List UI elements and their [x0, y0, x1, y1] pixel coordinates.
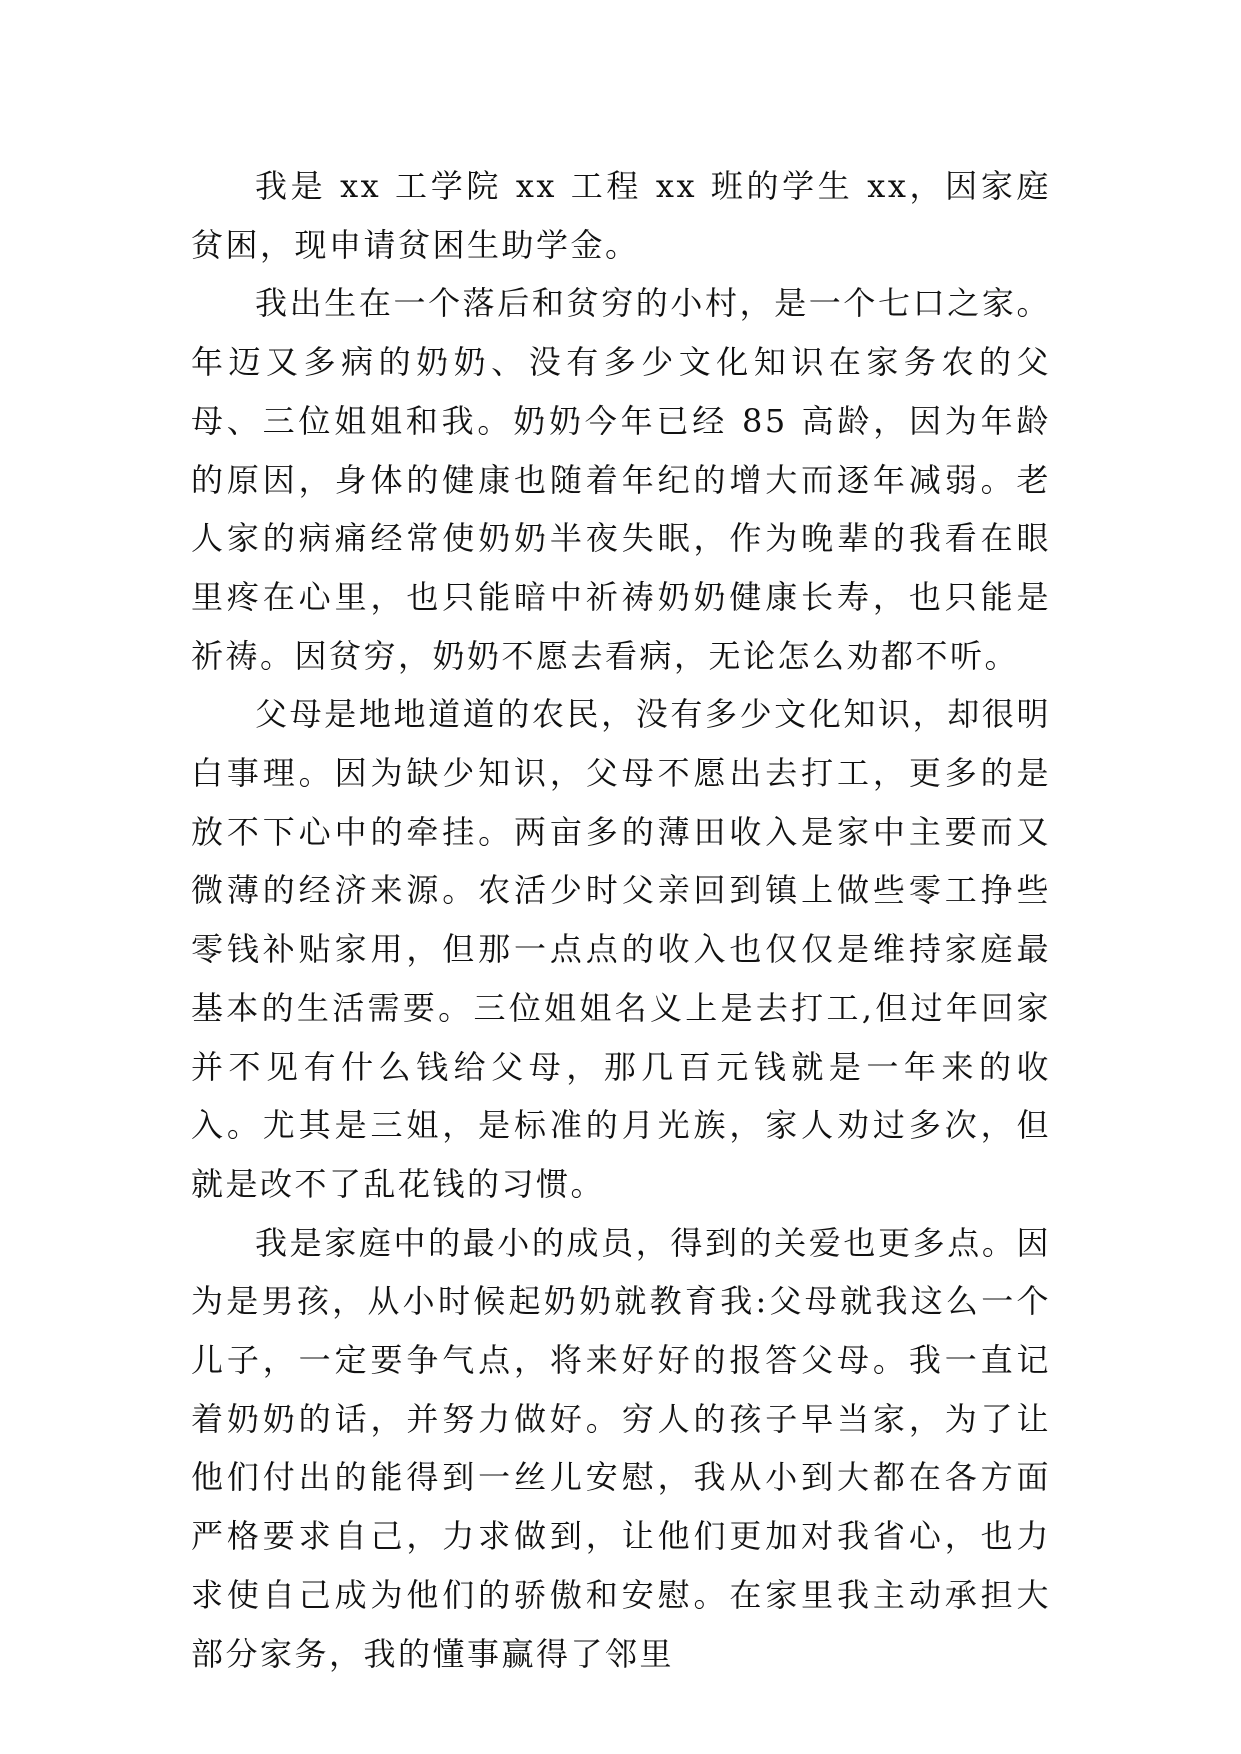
- paragraph-intro: 我是 xx 工学院 xx 工程 xx 班的学生 xx，因家庭贫困，现申请贫困生助学金。: [191, 167, 1051, 264]
- paragraph-self: 我是家庭中的最小的成员，得到的关爱也更多点。因为是男孩，从小时候起奶奶就教育我:父母就我这么一个儿子，一定要争气点，将来好好的报答父母。我一直记着奶奶的话，并努力做好。穷人的孩子早当家，为了让他们付出的能得到一丝儿安慰，我从小到大都在各方面严格要求自己，力求做到，让他们更加对我省心，也力求使自己成为他们的骄傲和安慰。在家里我主动承担大部分家务，我的懂事赢得了邻里: [191, 1223, 1051, 1673]
- paragraph-parents-sisters: 父母是地地道道的农民，没有多少文化知识，却很明白事理。因为缺少知识，父母不愿出去打工，更多的是放不下心中的牵挂。两亩多的薄田收入是家中主要而又微薄的经济来源。农活少时父亲回到镇上做些零工挣些零钱补贴家用，但那一点点的收入也仅仅是维持家庭最基本的生活需要。三位姐姐名义上是去打工,但过年回家并不见有什么钱给父母，那几百元钱就是一年来的收入。尤其是三姐，是标准的月光族，家人劝过多次，但就是改不了乱花钱的习惯。: [191, 695, 1051, 1203]
- document-body: [191, 157, 1051, 1683]
- paragraph-family-grandmother: 我出生在一个落后和贫穷的小村，是一个七口之家。年迈又多病的奶奶、没有多少文化知识在家务农的父母、三位姐姐和我。奶奶今年已经 85 高龄，因为年龄的原因，身体的健康也随着年纪的增大而逐年减弱。老人家的病痛经常使奶奶半夜失眠，作为晚辈的我看在眼里疼在心里，也只能暗中祈祷奶奶健康长寿，也只能是祈祷。因贫穷，奶奶不愿去看病，无论怎么劝都不听。: [191, 284, 1051, 675]
